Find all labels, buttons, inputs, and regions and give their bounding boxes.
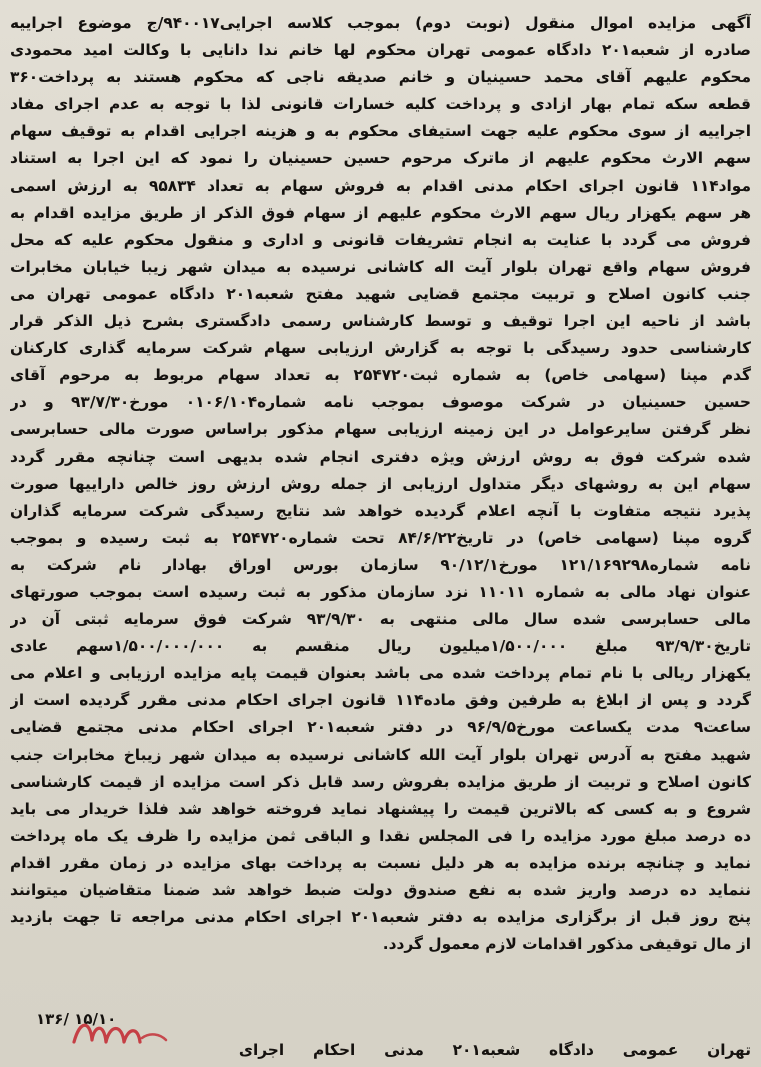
notice-line: نظر گرفتن سایرعوامل در این زمینه ارزیابی سهام مذکور براساس صورت مالی حسابرسی: [10, 420, 751, 439]
notice-line: فروش سهام واقع تهران بلوار آیت اله کاشانی نرسیده به میدان شهر زیبا خیابان مخابرات: [10, 257, 751, 276]
notice-line: گردد و پس از ابلاغ به طرفین وفق ماده۱۱۴ قانون اجرای احکام مدنی مقرر گردیده است از: [10, 691, 751, 710]
notice-line: تاریخ۹۳/۹/۳۰ مبلغ ۱/۵۰۰/۰۰۰میلیون ریال منقسم به ۱/۵۰۰/۰۰۰/۰۰۰سهم عادی: [10, 637, 751, 656]
notice-line: شروع و به کسی که بالاترین قیمت را پیشنهاد نماید فروخته خواهد شد فلذا خریدار می باید: [10, 799, 751, 818]
notice-line: شهید مفتح به آدرس تهران بلوار آیت الله کاشانی نرسیده به میدان شهر زیباخ مخابرات جنب: [10, 745, 751, 764]
notice-line: صادره از شعبه۲۰۱ دادگاه عمومی تهران محکوم لها خانم ندا دانایی با وکالت امید محمودی: [10, 41, 751, 60]
notice-line: یکهزار ریالی با نام تمام پرداخت شده می باشد بعنوان قیمت پایه مزایده ارزیابی و اعلام می: [10, 664, 751, 683]
notice-line: نماید و چنانچه برنده مزایده به هر دلیل نسبت به پرداخت بهای مزایده در زمان مقرر اقدام: [10, 853, 751, 872]
notice-line: شده شرکت فوق به روش ارزش ویژه دفتری انجام شده بدیهی است چنانچه مقرر گردد: [10, 447, 751, 466]
notice-line: ننماید ده درصد واریز شده به نفع صندوق دولت ضبط خواهد شد ضمنا متقاضیان میتوانند: [10, 881, 751, 899]
notice-line: نامه شماره۱۲۱/۱۶۹۲۹۸ مورخ۹۰/۱۲/۱ سازمان بورس اوراق بهادار نام شرکت به: [10, 555, 751, 574]
notice-line: مالی حسابرسی شده سال مالی منتهی به ۹۳/۹/۳۰ شرکت فوق سرمایه ثبتی آن در: [10, 610, 751, 629]
notice-line: گدم مپنا (سهامی خاص) به شماره ثبت۲۵۴۷۲۰ به تعداد سهام مربوط به مرحوم آقای: [10, 366, 751, 385]
footer-word: شعبه۲۰۱: [452, 1041, 521, 1059]
notice-line: حسین حسینیان در شرکت موصوف بموجب نامه شماره۰۱۰۶/۱۰۴ مورخ۹۳/۷/۳۰ و در: [10, 393, 751, 412]
reference-number: ۱۳۶/ ۱۵/۱۰: [36, 1010, 117, 1028]
notice-line: ده درصد مبلغ مورد مزایده را فی المجلس نقدا و الباقی ثمن مزایده را ظرف یک ماه پرداخت: [10, 826, 751, 845]
notice-line: مواد۱۱۴ قانون اجرای احکام مدنی اقدام به فروش سهام به تعداد ۹۵۸۳۴ به ارزش اسمی: [10, 176, 751, 195]
notice-line: قطعه سکه تمام بهار ازادی و پرداخت کلیه خسارات قانونی لذا با توجه به عدم اجرای مفاد: [10, 95, 751, 114]
footer-word: عمومی: [622, 1041, 679, 1059]
notice-line: سهم الارث محکوم علیهم از ماترک مرحوم حسین حسینیان را نمود که این اجرا به استناد: [10, 149, 751, 168]
notice-line: از مال توقیفی مذکور اقدامات لازم معمول گردد.: [382, 935, 751, 954]
notice-line: اجراییه از سوی محکوم علیه جهت استیفای محکوم به و هزینه اجرایی اقدام به توقیف سهام: [10, 122, 751, 141]
notice-line: باشد از ناحیه این اجرا توقیف و توسط کارشناس رسمی دادگستری بشرح ذیل الذکر قرار: [10, 312, 751, 331]
notice-line: جنب کانون اصلاح و تربیت مجتمع قضایی شهید مفتح شعبه۲۰۱ دادگاه عمومی تهران می: [10, 284, 751, 303]
notice-line: کارشناسی حدود رسیدگی با توجه به گزارش ارزیابی سهام شرکت سرمایه گذاری کارکنان: [10, 339, 751, 358]
notice-line: عنوان نهاد مالی به شماره ۱۱۰۱۱ نزد سازمان مذکور به ثبت رسیده است بموجب صورتهای: [10, 582, 751, 601]
notice-line: ساعت۹ مدت یکساعت مورخ۹۶/۹/۵ در دفتر شعبه۲۰۱ اجرای احکام مدنی مجتمع قضایی: [10, 718, 751, 737]
notice-line: سهام این به روشهای دیگر متداول ارزیابی از جمله روش ارزش روز خالص داراییها صورت: [10, 474, 751, 493]
notice-line: گروه مپنا (سهامی خاص) در تاریخ۸۴/۶/۲۲ تحت شماره۲۵۴۷۲۰ به ثبت رسیده و بموجب: [10, 528, 751, 547]
notice-line: محکوم علیهم آقای محمد حسینیان و خانم صدیقه ناجی که محکوم هستند به پرداخت۳۶۰: [10, 68, 751, 87]
notice-line: پنج روز قبل از برگزاری مزایده به دفتر شعبه۲۰۱ اجرای احکام مدنی مراجعه تا جهت بازدید: [10, 908, 751, 927]
footer-word: مدنی: [384, 1041, 424, 1059]
footer-word: تهران: [707, 1041, 751, 1059]
notice-line: پذیرد نتیجه متفاوت با آنچه اعلام گردیده خواهد شد نتایج رسیدگی شرکت سرمایه گذاران: [10, 501, 751, 520]
notice-line: کانون اصلاح و تربیت از طریق مزایده بفروش رسد قابل ذکر است مزایده از قیمت کارشناسی: [10, 772, 751, 791]
notice-line: فروش می گردد با عنایت به انجام تشریفات قانونی و اداری و منقول محکوم علیه که محل: [10, 230, 751, 249]
notice-line: آگهی مزایده اموال منقول (نوبت دوم) بموجب کلاسه اجرایی۹۴۰۰۱۷/ج موضوع اجراییه: [10, 14, 751, 32]
handwritten-stamp-mark: [70, 1012, 190, 1052]
auction-notice-text: [10, 10, 751, 958]
footer-word: اجرای: [238, 1041, 285, 1059]
footer-word: احکام: [312, 1041, 356, 1059]
notice-line: هر سهم یکهزار ریال سهم الارث محکوم علیهم از سهام فوق الذکر از طریق مزایده اقدام به: [10, 203, 751, 222]
footer-word: دادگاه: [549, 1041, 594, 1059]
